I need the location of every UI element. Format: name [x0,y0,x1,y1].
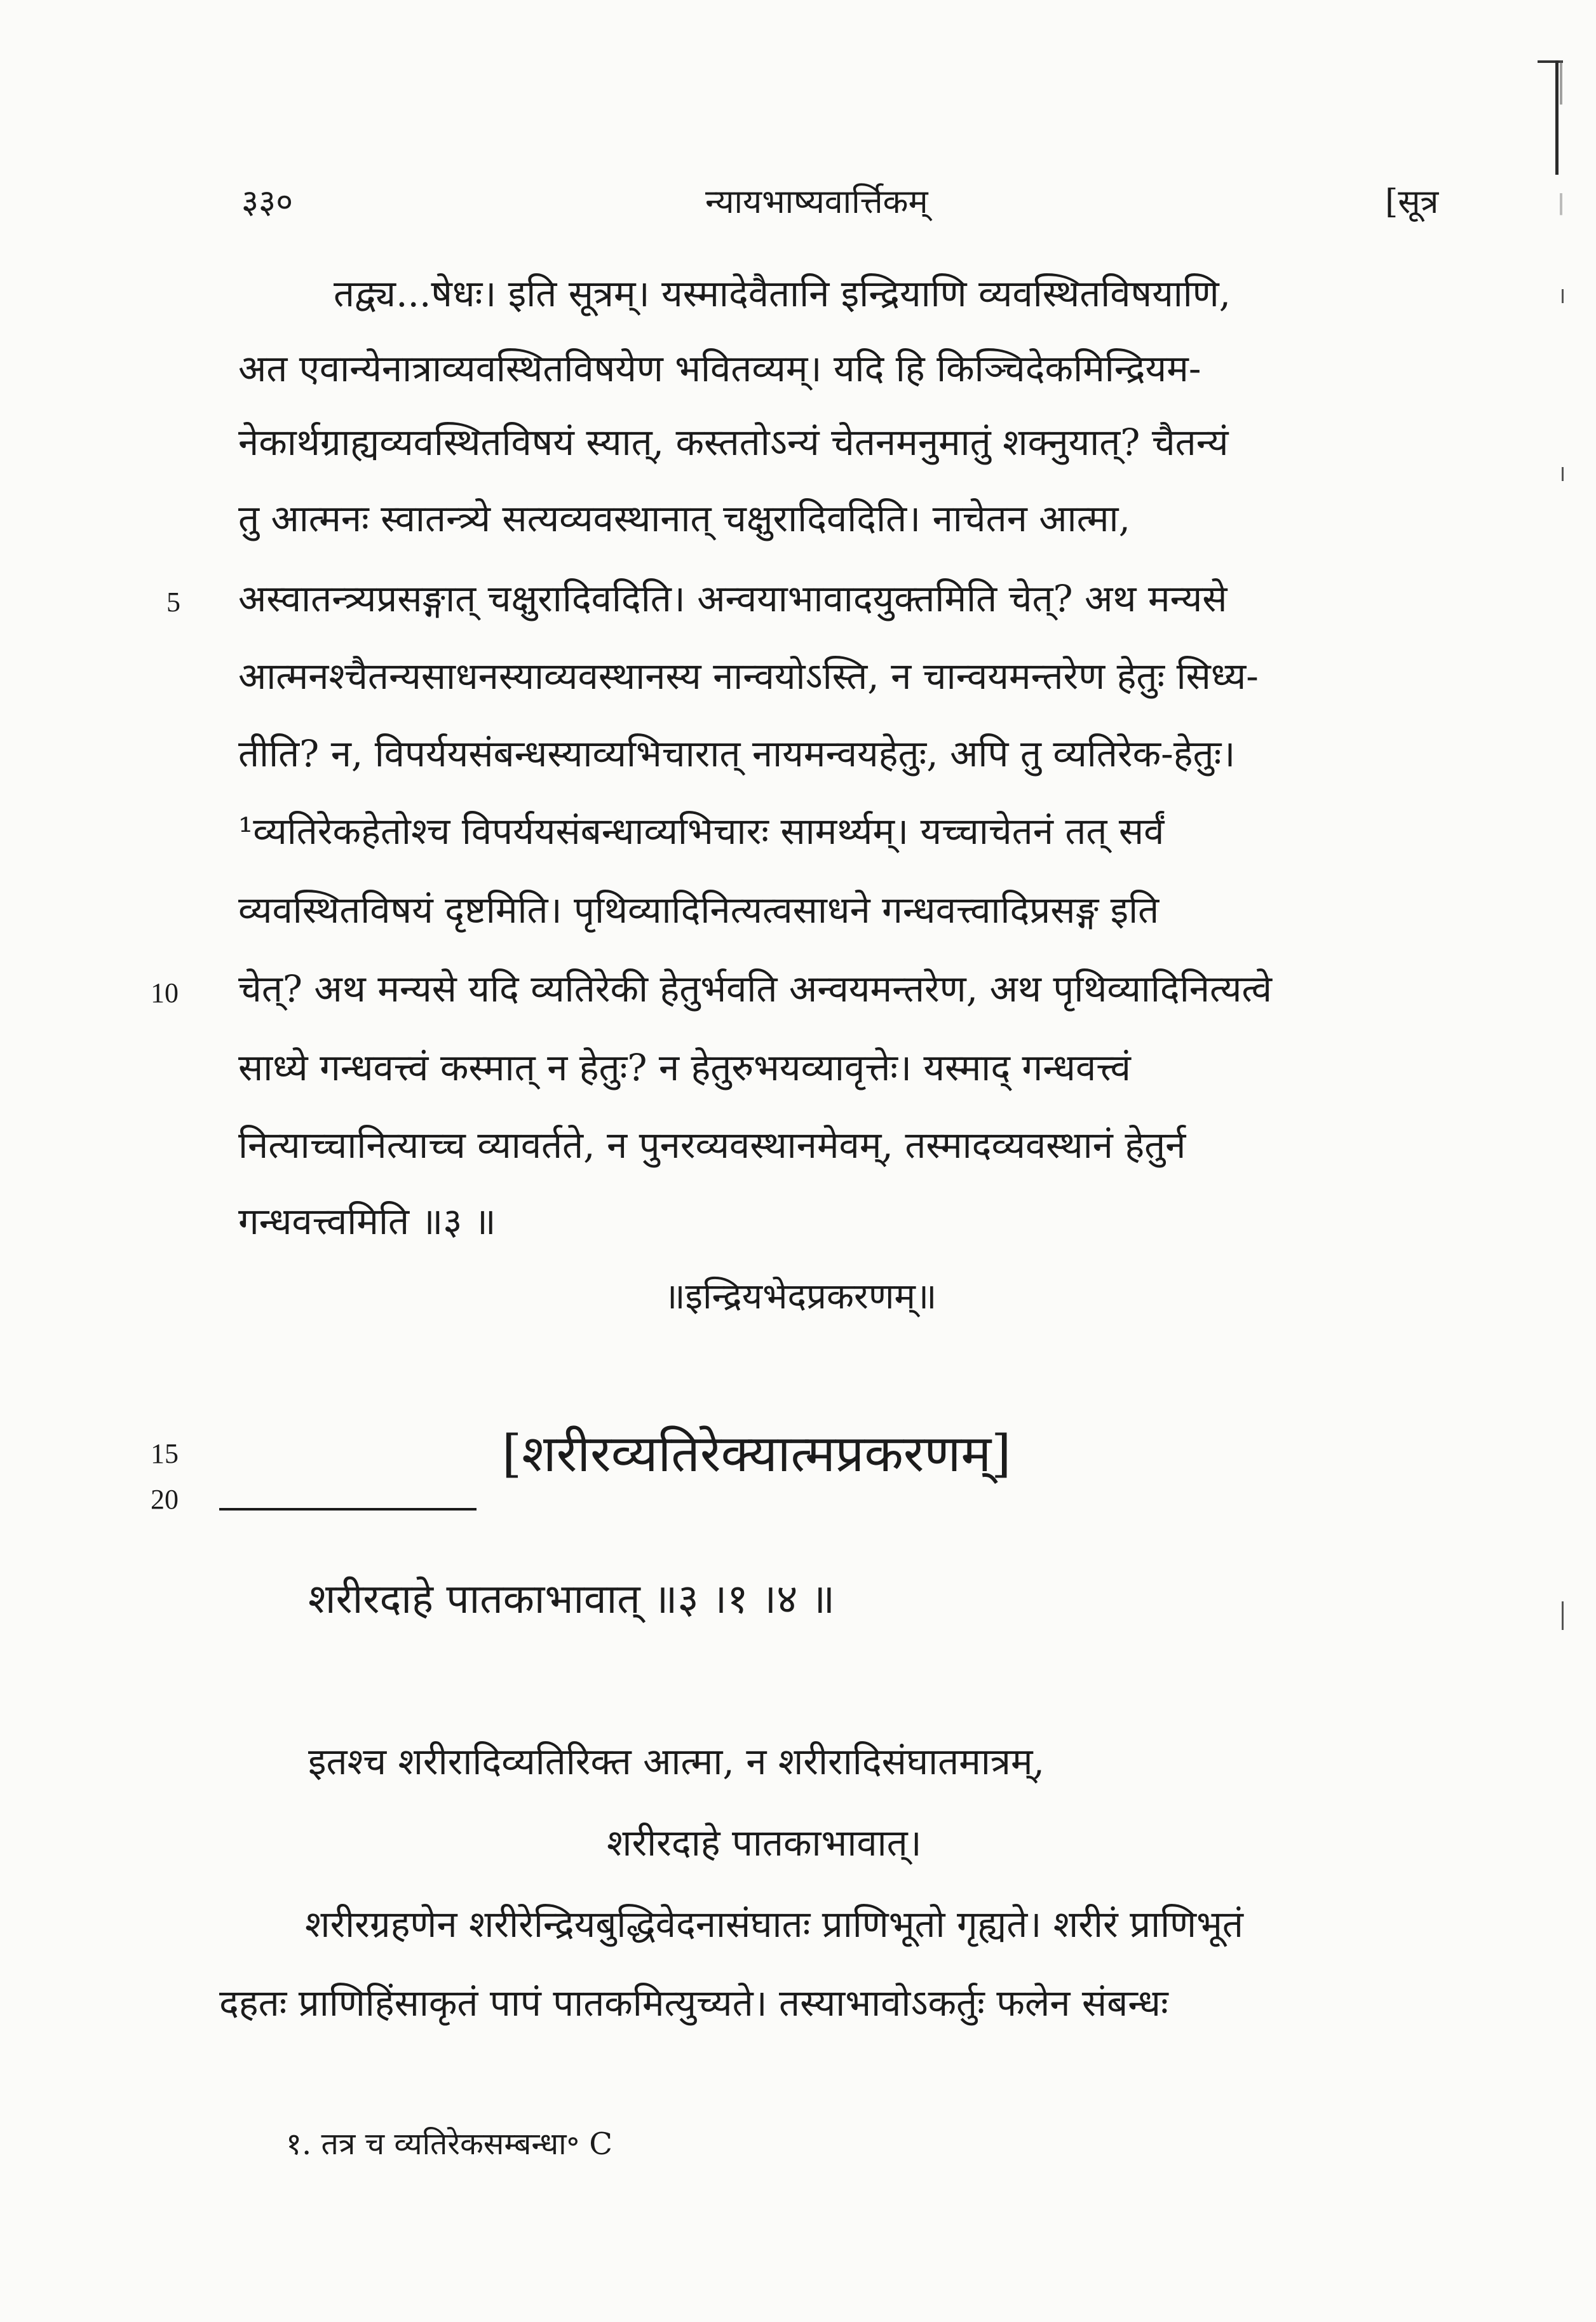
scan-mark [1562,289,1564,303]
page-number: ३३० [241,183,294,221]
sutra: शरीरदाहे पातकाभावात् ॥३ ।१ ।४ ॥ [308,1576,835,1623]
binding-edge-mark [1555,60,1559,175]
line-number: 20 [151,1484,179,1515]
text-line: साध्ये गन्धवत्त्वं कस्मात् न हेतुः? न हेतुरुभयव्यावृत्तेः। यस्माद् गन्धवत्त्वं [238,1046,1131,1089]
text-line: अस्वातन्त्र्यप्रसङ्गात् चक्षुरादिवदिति। अन्वयाभावादयुक्तमिति चेत्? अथ मन्यसे [238,577,1227,620]
commentary-line: शरीरदाहे पातकाभावात्। [607,1821,922,1864]
line-number: 5 [166,587,180,618]
commentary-line: इतश्च शरीरादिव्यतिरिक्त आत्मा, न शरीरादिसंघातमात्रम्, [308,1740,1045,1783]
binding-edge-mark [1538,60,1563,63]
prakarana-end: ॥इन्द्रियभेदप्रकरणम्॥ [664,1276,937,1317]
footnote-rule [219,1508,477,1511]
line-number: 10 [151,977,179,1008]
text-line: तु आत्मनः स्वातन्त्र्ये सत्यव्यवस्थानात् चक्षुरादिवदिति। नाचेतन आत्मा, [238,497,1131,540]
text-line: गन्धवत्त्वमिति ॥३ ॥ [238,1200,496,1243]
text-line: ¹व्यतिरेकहेतोश्च विपर्ययसंबन्धाव्यभिचारः सामर्थ्यम्। यच्चाचेतनं तत् सर्वं [238,810,1165,853]
text-line: चेत्? अथ मन्यसे यदि व्यतिरेकी हेतुर्भवति अन्वयमन्तरेण, अथ पृथिव्यादिनित्यत्वे [238,967,1273,1010]
scan-mark [1562,1601,1564,1630]
commentary-line: दहतः प्राणिहिंसाकृतं पापं पातकमित्युच्यते। तस्याभावोऽकर्तुः फलेन संबन्धः [219,1981,1168,2025]
text-line: व्यवस्थितविषयं दृष्टमिति। पृथिव्यादिनित्यत्वसाधने गन्धवत्त्वादिप्रसङ्ग इति [238,888,1160,932]
text-line: आत्मनश्चैतन्यसाधनस्याव्यवस्थानस्य नान्वयोऽस्ति, न चान्वयमन्तरेण हेतुः सिध्य- [238,655,1259,698]
section-title: [शरीरव्यतिरेक्यात्मप्रकरणम्] [502,1424,1011,1483]
section-tag: [सूत्र [1385,183,1439,221]
text-line: नेकार्थग्राह्यव्यवस्थितविषयं स्यात्, कस्ततोऽन्यं चेतनमनुमातुं शक्नुयात्? चैतन्यं [238,421,1229,464]
commentary-line: शरीरग्रहणेन शरीरेन्द्रियबुद्धिवेदनासंघातः प्राणिभूतो गृह्यते। शरीरं प्राणिभूतं [305,1903,1243,1946]
text-line: नित्याच्चानित्याच्च व्यावर्तते, न पुनरव्यवस्थानमेवम्, तस्मादव्यवस्थानं हेतुर्न [238,1124,1186,1167]
running-title: न्यायभाष्यवार्त्तिकम् [705,183,928,221]
binding-edge-line [1560,60,1562,2272]
line-number: 15 [151,1438,179,1469]
text-line: अत एवान्येनात्राव्यवस्थितविषयेण भवितव्यम्। यदि हि किञ्चिदेकमिन्द्रियम- [238,347,1201,390]
footnote: १. तत्र च व्यतिरेकसम्बन्धा॰ C [286,2126,613,2162]
text-line: तद्व्य...षेधः। इति सूत्रम्। यस्मादेवैतानि इन्द्रियाणि व्यवस्थितविषयाणि, [334,272,1231,315]
text-line: तीति? न, विपर्ययसंबन्धस्याव्यभिचारात् नायमन्वयहेतुः, अपि तु व्यतिरेक-हेतुः। [238,732,1236,775]
scan-mark [1562,467,1564,481]
